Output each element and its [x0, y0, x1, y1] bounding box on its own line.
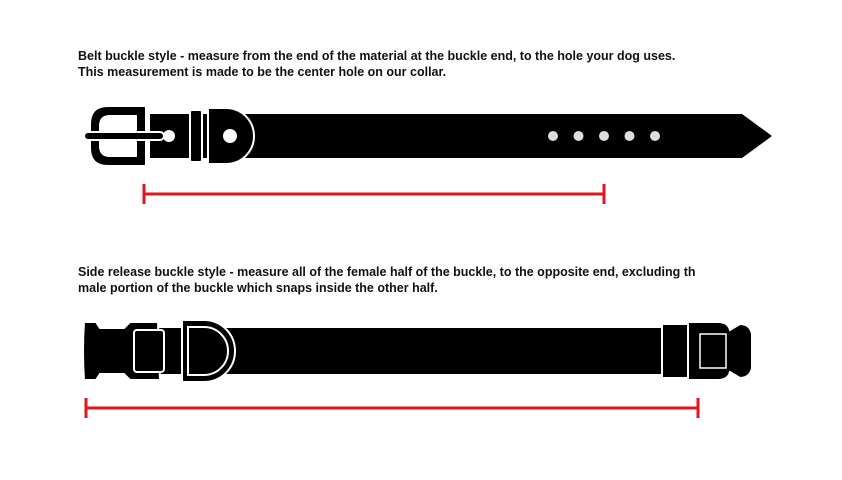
side-release-collar-diagram: [0, 310, 842, 425]
female-buckle-icon: [83, 322, 164, 380]
side-release-measurement-line: [86, 398, 698, 418]
belt-adjustment-hole: [650, 131, 660, 141]
belt-buckle-hole: [163, 130, 175, 142]
belt-adjustment-hole: [625, 131, 635, 141]
male-buckle-icon: [662, 322, 752, 380]
belt-caption-line-2: This measurement is made to be the center hole on our collar.: [78, 65, 447, 79]
belt-keeper-loop: [190, 110, 202, 162]
d-ring-icon: [208, 108, 254, 164]
belt-style-caption: [78, 48, 778, 80]
belt-measurement-line: [144, 184, 604, 204]
d-ring-icon: [182, 320, 235, 382]
side-release-caption-line-1: Side release buckle style - measure all of the female half of the buckle, to the opposite end, excluding th: [78, 265, 696, 279]
belt-adjustment-hole: [574, 131, 584, 141]
belt-adjustment-hole: [599, 131, 609, 141]
belt-adjustment-hole: [548, 131, 558, 141]
side-release-caption: [78, 264, 778, 296]
belt-caption-line-1: Belt buckle style - measure from the end of the material at the buckle end, to the hole your dog uses.: [78, 49, 676, 63]
belt-collar-diagram: [0, 100, 842, 210]
side-release-caption-line-2: male portion of the buckle which snaps inside the other half.: [78, 281, 438, 295]
